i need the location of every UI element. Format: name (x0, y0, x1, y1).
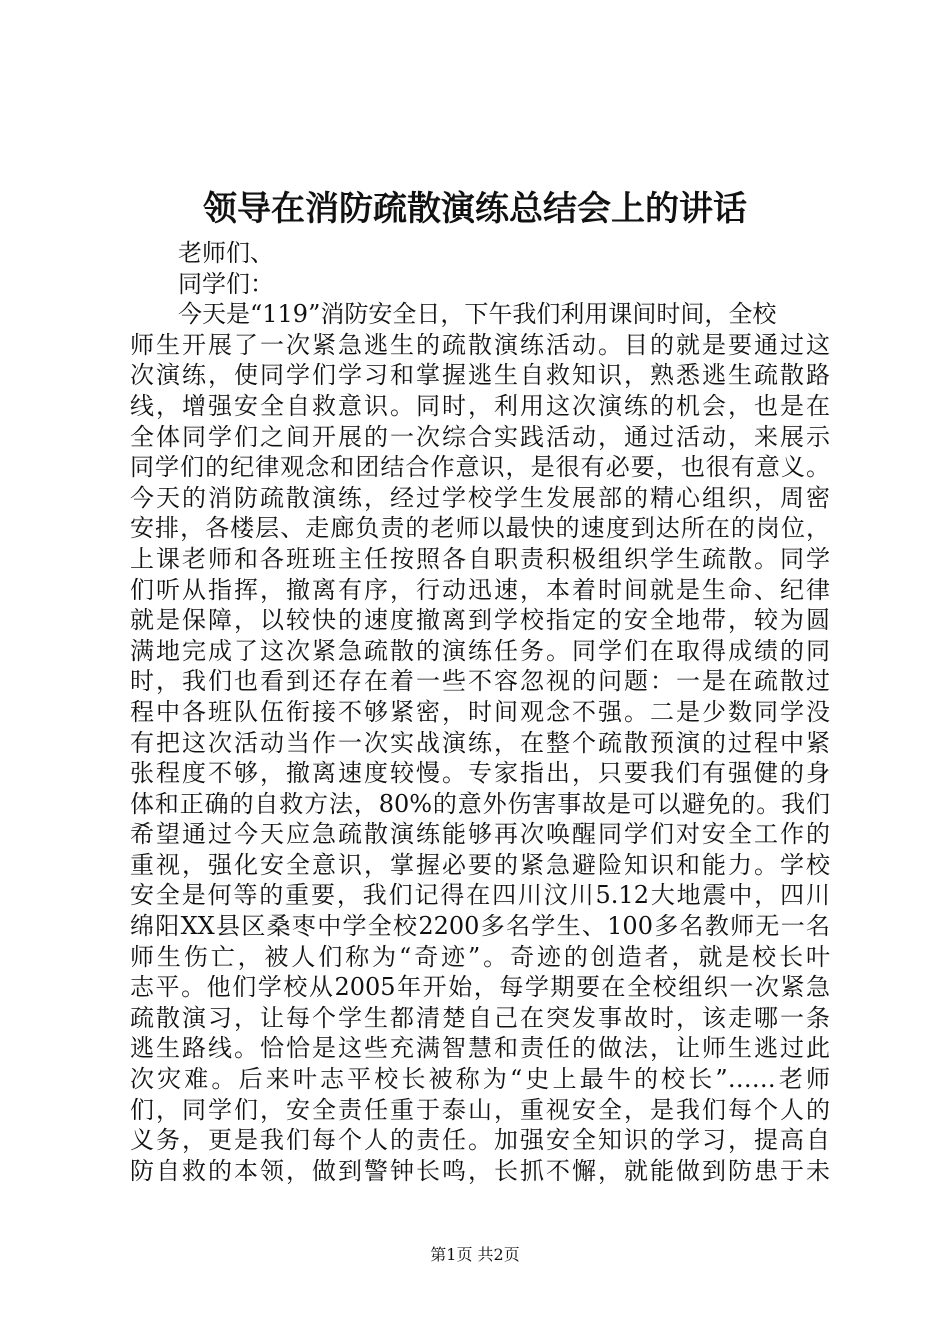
paragraph-line: 就是保障，以较快的速度撤离到学校指定的安全地带，较为圆 (130, 606, 830, 635)
paragraph-line: 有把这次活动当作一次实战演练，在整个疏散预演的过程中紧 (130, 728, 830, 757)
paragraph-line: 线，增强安全自救意识。同时，利用这次演练的机会，也是在 (130, 391, 830, 420)
paragraph-line: 逃生路线。恰恰是这些充满智慧和责任的做法，让师生逃过此 (130, 1034, 830, 1063)
salutation-line: 老师们、 (178, 239, 274, 267)
paragraph-line: 们听从指挥，撤离有序，行动迅速，本着时间就是生命、纪律 (130, 575, 830, 604)
paragraph-line: 安全是何等的重要，我们记得在四川汶川5.12大地震中，四川 (130, 881, 830, 910)
paragraph-line: 体和正确的自救方法，80%的意外伤害事故是可以避免的。我们 (130, 789, 830, 818)
paragraph-line: 今天的消防疏散演练，经过学校学生发展部的精心组织，周密 (130, 483, 830, 512)
paragraph-line: 次演练，使同学们学习和掌握逃生自救知识，熟悉逃生疏散路 (130, 361, 830, 390)
paragraph-line: 疏散演习，让每个学生都清楚自己在突发事故时，该走哪一条 (130, 1003, 830, 1032)
paragraph-line: 时，我们也看到还存在着一些不容忽视的问题：一是在疏散过 (130, 667, 830, 696)
paragraph-line: 同学们的纪律观念和团结合作意识，是很有必要，也很有意义。 (130, 453, 830, 482)
paragraph-line: 们，同学们，安全责任重于泰山，重视安全，是我们每个人的 (130, 1095, 830, 1124)
paragraph-line: 次灾难。后来叶志平校长被称为“史上最牛的校长”……老师 (130, 1065, 830, 1094)
paragraph-line: 满地完成了这次紧急疏散的演练任务。同学们在取得成绩的同 (130, 636, 830, 665)
page-footer: 第1页 共2页 (430, 1245, 520, 1264)
document-body (130, 238, 830, 1186)
paragraph-line: 安排，各楼层、走廊负责的老师以最快的速度到达所在的岗位， (130, 514, 830, 543)
paragraph-line: 重视，强化安全意识，掌握必要的紧急避险知识和能力。学校 (130, 850, 830, 879)
paragraph-line: 全体同学们之间开展的一次综合实践活动，通过活动，来展示 (130, 422, 830, 451)
document-title: 领导在消防疏散演练总结会上的讲话 (203, 189, 747, 229)
paragraph-line: 希望通过今天应急疏散演练能够再次唤醒同学们对安全工作的 (130, 820, 830, 849)
paragraph-line: 义务，更是我们每个人的责任。加强安全知识的学习，提高自 (130, 1126, 830, 1155)
paragraph-line: 张程度不够，撤离速度较慢。专家指出，只要我们有强健的身 (130, 759, 830, 788)
paragraph-line: 绵阳XX县区桑枣中学全校2200多名学生、100多名教师无一名 (130, 912, 830, 941)
paragraph-line: 师生开展了一次紧急逃生的疏散演练活动。目的就是要通过这 (130, 330, 830, 359)
paragraph-line: 志平。他们学校从2005年开始，每学期要在全校组织一次紧急 (130, 973, 830, 1002)
salutation-line: 同学们： (178, 269, 274, 298)
paragraph-line: 程中各班队伍衔接不够紧密，时间观念不强。二是少数同学没 (130, 697, 830, 726)
paragraph-line: 师生伤亡，被人们称为“奇迹”。奇迹的创造者，就是校长叶 (130, 942, 830, 971)
paragraph-line: 上课老师和各班班主任按照各自职责积极组织学生疏散。同学 (130, 544, 830, 573)
paragraph-line: 今天是“119”消防安全日，下午我们利用课间时间，全校 (178, 300, 777, 329)
paragraph-line: 防自救的本领，做到警钟长鸣，长抓不懈，就能做到防患于未 (130, 1156, 830, 1185)
